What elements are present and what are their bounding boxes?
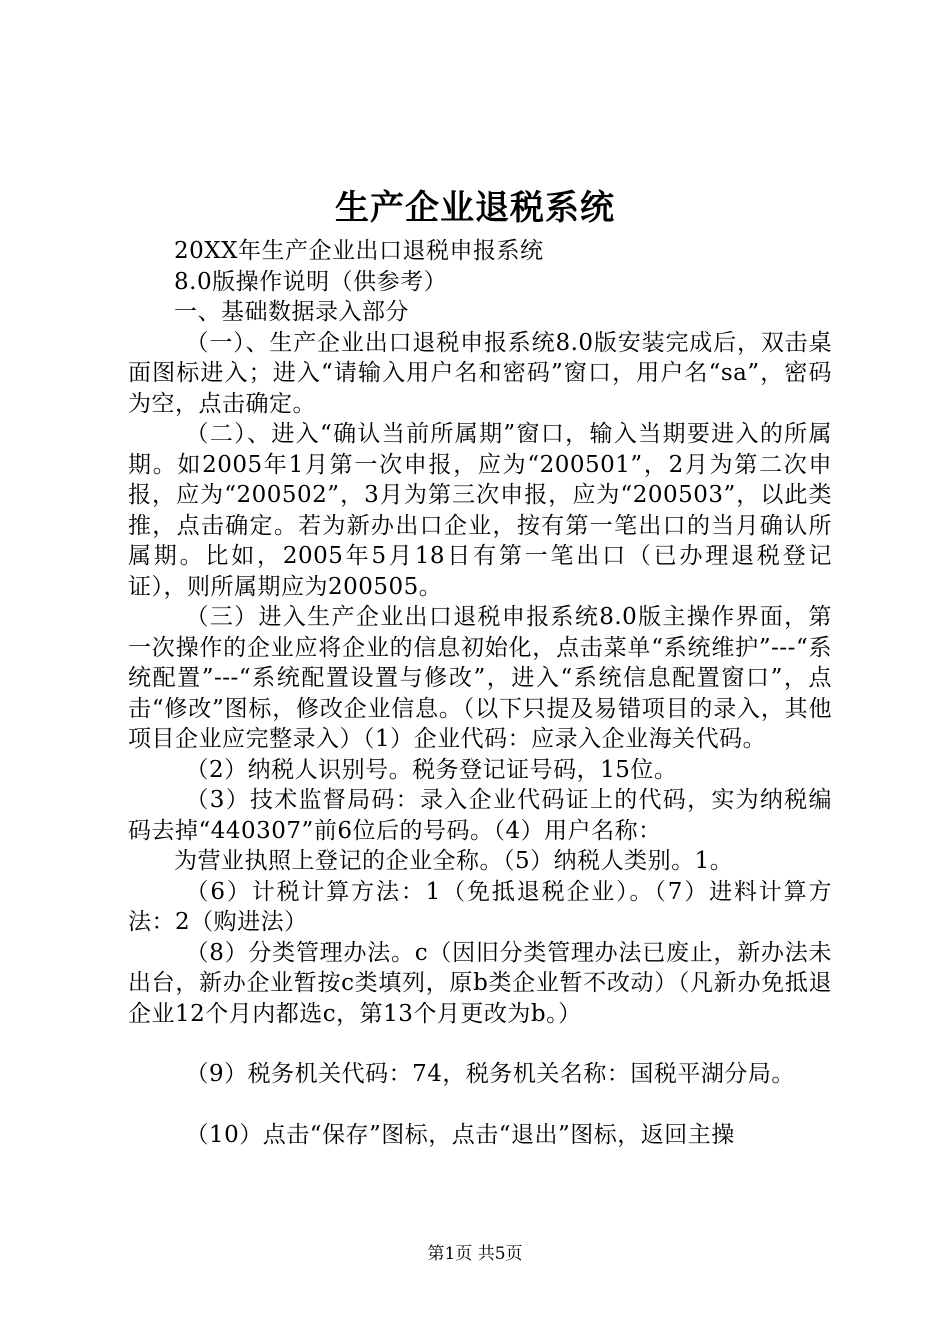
paragraph-gap — [128, 1090, 832, 1120]
document-title: 生产企业退税系统 — [335, 188, 615, 228]
paragraph-gap — [128, 1029, 832, 1059]
document-body — [128, 236, 832, 1150]
paragraph-10: （6）计税计算方法：1（免抵退税企业）。（7）进料计算方法：2（购进法） — [128, 878, 832, 935]
paragraph-2: 8.0版操作说明（供参考） — [174, 268, 448, 295]
paragraph-7: （2）纳税人识别号。税务登记证号码，15位。 — [185, 756, 678, 783]
paragraph-4: （一）、生产企业出口退税申报系统8.0版安装完成后，双击桌面图标进入；进入“请输入用户名和密码”窗口，用户名“sa”，密码为空，点击确定。 — [128, 329, 832, 417]
paragraph-11: （8）分类管理办法。c（因旧分类管理办法已废止，新办法未出台，新办企业暂按c类填列，原b类企业暂不改动）（凡新办免抵退企业12个月内都选c，第13个月更改为b。） — [128, 939, 832, 1027]
paragraph-3: 一、基础数据录入部分 — [174, 299, 409, 325]
paragraph-6: （三）进入生产企业出口退税申报系统8.0版主操作界面，第一次操作的企业应将企业的信息初始化，点击菜单“系统维护”---“系统配置”---“系统配置设置与修改”，进入“系统信息配置窗口”，点击“修改”图标，修改企业信息。（以下只提及易错项目的录入，其他项目企业应完整录入）（1）企业代码：应录入企业海关代码。 — [128, 604, 832, 752]
paragraph-9: 为营业执照上登记的企业全称。（5）纳税人类别。1。 — [174, 848, 734, 874]
paragraph-8: （3）技术监督局码：录入企业代码证上的代码，实为纳税编码去掉“440307”前6位后的号码。（4）用户名称： — [128, 787, 832, 844]
page-footer: 第1页 共5页 — [427, 1244, 523, 1264]
paragraph-12: （9）税务机关代码：74，税务机关名称：国税平湖分局。 — [185, 1061, 795, 1087]
paragraph-13: （10）点击“保存”图标，点击“退出”图标，返回主操 — [185, 1121, 735, 1148]
paragraph-1: 20XX年生产企业出口退税申报系统 — [174, 238, 544, 264]
paragraph-5: （二）、进入“确认当前所属期”窗口，输入当期要进入的所属期。如2005年1月第一次申报，应为“200501”，2月为第二次申报，应为“200502”，3月为第三次申报，应为“200503”，以此类推，点击确定。若为新办出口企业，按有第一笔出口的当月确认所属期。比如，2005年5月18日有第一笔出口（已办理退税登记证），则所属期应为200505。 — [128, 421, 832, 600]
